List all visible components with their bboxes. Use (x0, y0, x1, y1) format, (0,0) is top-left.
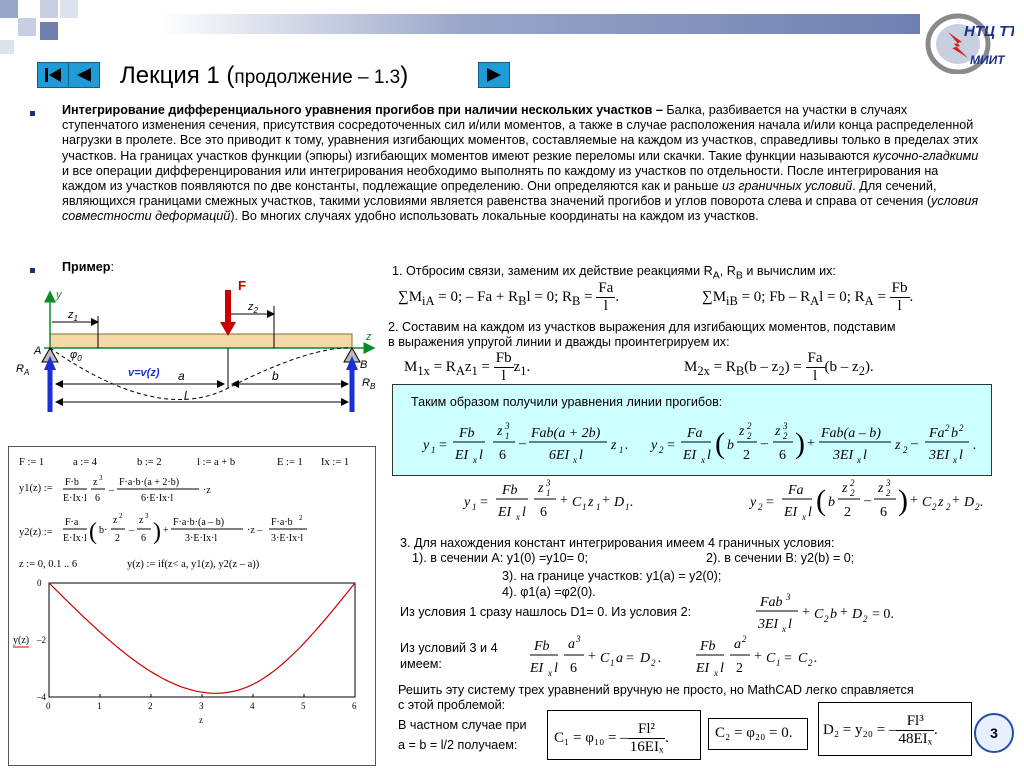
moment1-formula: $M_{1x} = R_Az_1$ = $\frac{Fb}{l}$ $z_1$. (404, 350, 531, 384)
svg-text:a: a (178, 369, 185, 383)
first-icon (43, 67, 63, 83)
svg-text:l: l (788, 617, 792, 632)
partial-case-line2: a = b = l/2 получаем: (398, 738, 518, 752)
svg-text:C: C (600, 651, 610, 666)
svg-text:z: z (878, 481, 884, 496)
svg-text:EI: EI (696, 661, 710, 676)
condition-4: 4). φ1(a) =φ2(0). (502, 585, 596, 599)
plot-ytick: –4 (37, 692, 46, 702)
svg-text:=: = (667, 438, 675, 453)
svg-text:=: = (626, 651, 634, 666)
solve-text-line2: с этой проблемой: (398, 698, 506, 712)
svg-text:x: x (953, 455, 957, 465)
example-label: Пример: (62, 260, 114, 274)
svg-text:3: 3 (576, 634, 581, 644)
svg-text:2: 2 (119, 512, 123, 520)
svg-text:D: D (852, 607, 863, 622)
svg-text:RB: $R_B$ (362, 377, 376, 391)
mc-yz-def: y(z) := if(z< a, y1(z), y2(z – a)) (127, 559, 260, 570)
svg-text:l: l (720, 661, 724, 676)
deco-square (40, 0, 58, 18)
next-icon (484, 67, 504, 83)
svg-text:Fab(a + 2b): Fab(a + 2b) (531, 426, 601, 441)
svg-text:EI: EI (455, 448, 469, 463)
svg-text:2: 2 (743, 448, 750, 463)
plot-ytick: –2 (37, 635, 46, 645)
svg-text:F: F (238, 278, 246, 293)
svg-text:1: 1 (431, 445, 436, 455)
mc-def-a: a := 4 (73, 457, 97, 468)
svg-text:y: y (464, 495, 471, 510)
svg-text:2: 2 (886, 488, 891, 498)
svg-text:1: 1 (625, 502, 630, 512)
svg-text:.: . (973, 438, 977, 453)
svg-text:C: C (572, 495, 582, 510)
svg-text:z: z (366, 331, 372, 343)
svg-text:x: x (548, 668, 552, 678)
svg-text:B: B (360, 359, 368, 371)
svg-text:2: 2 (975, 502, 980, 512)
svg-text:x: x (802, 512, 806, 522)
logo (918, 8, 1014, 74)
bullet (30, 111, 35, 116)
svg-text:): ) (898, 484, 908, 517)
svg-text:+: + (560, 493, 568, 508)
svg-text:6: 6 (141, 533, 146, 544)
svg-text:1: 1 (776, 658, 781, 668)
svg-text:z: z (538, 481, 544, 496)
svg-text:D: D (614, 495, 625, 510)
svg-text:E·Ix·l: E·Ix·l (63, 493, 87, 504)
svg-text:l: l (184, 389, 187, 403)
svg-text:C: C (814, 607, 824, 622)
svg-text:z: z (842, 481, 848, 496)
bullet (30, 268, 35, 273)
mc-def-E: E := 1 (277, 457, 303, 468)
svg-text:3: 3 (145, 512, 149, 520)
svg-text:2: 2 (863, 614, 868, 624)
svg-text:2: 2 (659, 445, 664, 455)
page-number-badge: 3 (974, 713, 1014, 753)
svg-text:l: l (863, 448, 867, 463)
svg-text:F·a: F·a (65, 517, 79, 528)
integrated-equations (462, 478, 1022, 526)
svg-text:3: 3 (99, 474, 103, 482)
svg-text:2: 2 (783, 431, 788, 441)
svg-text:F·a·b: F·a·b (271, 517, 293, 528)
svg-text:E·Ix·l: E·Ix·l (63, 533, 87, 544)
reaction-RB-formula: $\sum M_{iA} = 0$; – $Fa + R_Bl = 0$; $R_B$ = $\frac{Fa}{l}$ . (398, 280, 620, 314)
svg-text:2: 2 (844, 505, 851, 520)
svg-text:z: z (739, 424, 745, 439)
svg-text:6·E·Ix·l: 6·E·Ix·l (141, 493, 174, 504)
svg-text:+: + (588, 649, 596, 664)
condition-34-equations (528, 632, 848, 682)
condition-2-equation (752, 590, 922, 638)
svg-text:+: + (802, 605, 810, 620)
mc-range: z := 0, 0.1 .. 6 (19, 559, 78, 570)
svg-text:+: + (952, 493, 960, 508)
svg-text:EI: EI (498, 505, 512, 520)
plot-xtick: 0 (46, 701, 51, 711)
svg-text:2: 2 (115, 533, 120, 544)
beam-diagram (12, 276, 384, 416)
plot-xtick: 4 (250, 701, 255, 711)
svg-text:x: x (714, 668, 718, 678)
condition-34-line1: Из условий 3 и 4 (400, 641, 498, 655)
svg-text:2: 2 (747, 431, 752, 441)
svg-text:1: 1 (505, 431, 510, 441)
svg-text:l: l (479, 448, 483, 463)
plot-xtick: 3 (199, 701, 204, 711)
svg-text:C: C (798, 651, 808, 666)
step2-line2: в выражения упругой линии и дважды проинтегрируем их: (388, 335, 730, 349)
condition-2: 2). в сечении B: y2(b) = 0; (706, 551, 855, 565)
svg-text:3·E·Ix·l: 3·E·Ix·l (271, 533, 304, 544)
svg-text:–: – (129, 525, 134, 536)
svg-text:=: = (439, 438, 447, 453)
svg-text:b·: b· (99, 525, 108, 536)
next-slide-button[interactable] (478, 62, 510, 88)
svg-text:): ) (153, 519, 161, 545)
svg-text:+: + (163, 525, 169, 536)
svg-text:3: 3 (783, 421, 788, 431)
svg-text:.: . (630, 495, 634, 510)
deflection-result-box (392, 384, 992, 476)
svg-text:2: 2 (747, 421, 752, 431)
svg-text:2: 2 (824, 614, 829, 624)
svg-text:= 0.: = 0. (872, 607, 894, 622)
svg-text:D: D (640, 651, 651, 666)
svg-text:=: = (480, 495, 488, 510)
svg-text:.: . (658, 651, 662, 666)
svg-text:НТЦ ТТ: НТЦ ТТ (964, 23, 1014, 40)
svg-text:z1: $z_1$ (68, 309, 78, 323)
svg-text:2: 2 (742, 634, 747, 644)
svg-text:1: 1 (546, 488, 551, 498)
plot-ytick: 0 (37, 578, 42, 588)
svg-text:b: b (830, 607, 837, 622)
svg-text:+: + (840, 605, 848, 620)
svg-text:6EI: 6EI (549, 448, 570, 463)
svg-text:F·b: F·b (65, 477, 79, 488)
svg-text:6: 6 (880, 505, 887, 520)
svg-text:=: = (766, 495, 774, 510)
reaction-RA-formula: $\sum M_{iB} = 0$; $Fb - R_Al = 0$; $R_A$ = $\frac{Fb}{l}$ . (702, 280, 914, 314)
mathcad-plot (9, 573, 375, 763)
svg-text:F·a·b·(a + 2·b): F·a·b·(a + 2·b) (119, 477, 180, 488)
svg-text:b: b (951, 426, 958, 441)
page-title: Лекция 1 (продолжение – 1.3) (120, 62, 409, 89)
svg-text:+: + (602, 493, 610, 508)
svg-text:EI: EI (784, 505, 798, 520)
svg-text:2: 2 (946, 502, 951, 512)
svg-text:6: 6 (570, 661, 577, 676)
plot-ylabel: y(z) (13, 635, 30, 646)
svg-text:3EI: 3EI (833, 448, 854, 463)
svg-text:3: 3 (886, 478, 891, 488)
svg-text:b: b (727, 438, 734, 453)
svg-text:EI: EI (530, 661, 544, 676)
svg-text:x: x (701, 455, 705, 465)
svg-text:C: C (766, 651, 776, 666)
moment2-formula: $M_{2x} = R_B(b - z_2)$ = $\frac{Fa}{l}$ $(b - z_2)$. (684, 350, 874, 384)
svg-text:(: ( (89, 519, 97, 545)
svg-text:6: 6 (540, 505, 547, 520)
svg-text:y: y (750, 495, 757, 510)
svg-text:x: x (473, 455, 477, 465)
svg-text:1: 1 (596, 502, 601, 512)
svg-text:EI: EI (683, 448, 697, 463)
plot-xlabel: z (199, 715, 203, 725)
svg-text:3: 3 (505, 421, 510, 431)
svg-text:2: 2 (850, 478, 855, 488)
svg-text:–: – (109, 485, 114, 496)
svg-text:z: z (139, 515, 144, 526)
svg-text:x: x (857, 455, 861, 465)
svg-text:Fa: Fa (788, 483, 804, 498)
svg-text:F·a·b·(a – b): F·a·b·(a – b) (173, 517, 225, 528)
svg-text:): ) (795, 427, 805, 460)
svg-text:z: z (895, 438, 901, 453)
mathcad-panel (8, 446, 376, 766)
svg-text:A: A (34, 345, 42, 357)
step3-title: 3. Для нахождения констант интегрирования имеем 4 граничных условия: (400, 536, 835, 550)
svg-text:x: x (516, 512, 520, 522)
mc-def-Ix: Ix := 1 (321, 457, 350, 468)
svg-text:y: y (423, 438, 430, 453)
svg-text:b: b (828, 495, 835, 510)
svg-text:2: 2 (651, 658, 656, 668)
svg-text:Fab(a – b): Fab(a – b) (821, 426, 881, 441)
condition-3: 3). на границе участков: y1(a) = y2(0); (502, 569, 722, 583)
svg-text:2: 2 (850, 488, 855, 498)
solve-text-line1: Решить эту систему трех уравнений вручную не просто, но MathCAD легко справляется (398, 683, 914, 697)
svg-text:2: 2 (758, 502, 763, 512)
C1-result-box: C₁ = φ₁₀ = – $\frac{\text{Fl²}}{\text{16EIₓ}}$ . (547, 710, 701, 760)
svg-text:2: 2 (945, 423, 950, 433)
intro-paragraph: Интегрирование дифференциального уравнения прогибов при наличии нескольких участков – Балка, разбивается на участки в случаях ступенчатого изменения сечения, присутствия сосредоточенных сил и/или моментов, а также в случае расположения начала и/или конца распределенной нагрузки в пролете. Все это приводит к тому, уравнения изгибающих моментов, составляемые на каждом из участков, справедливы только в пределах этих участков. На границах участков функции (эпюры) изгибающих моментов имеют резкие переломы или скачки. Такие функции называются кусочно-гладкими и все операции дифференцирования или интегрирования необходимо выполнять по каждому из участков по отдельности. После интегрирования на каждом из участков появляются по две константы, подлежащие определению. Они определяются как и раньше из граничных условий. Для сечений, являющихся границами смежных участков, такими условиями является равенства значений прогибов и углов поворота слева и справа от сечения (условия совместности деформаций). Во многих случаях удобно использовать локальные координаты на каждом из участков. (62, 103, 979, 224)
C2-result-box: C₂ = φ₂₀ = 0. (708, 718, 808, 750)
plot-xtick: 2 (148, 701, 153, 711)
svg-text:МИИТ: МИИТ (970, 53, 1005, 67)
deco-square (60, 0, 78, 18)
cyan-box-title: Таким образом получили уравнения линии прогибов: (411, 395, 723, 409)
svg-text:3: 3 (786, 592, 791, 602)
svg-text:3EI: 3EI (758, 617, 779, 632)
svg-text:φ0: $\varphi_0$ (70, 349, 82, 363)
svg-text:x: x (573, 455, 577, 465)
header-banner (160, 14, 920, 34)
svg-text:z: z (497, 424, 503, 439)
svg-text:Fa: Fa (687, 426, 703, 441)
svg-text:z: z (938, 495, 944, 510)
svg-text:3EI: 3EI (929, 448, 950, 463)
mc-y2-label: y2(z) := (19, 527, 53, 538)
svg-text:z: z (113, 515, 118, 526)
svg-text:RA: $R_A$ (16, 363, 30, 377)
svg-text:Fb: Fb (459, 426, 475, 441)
svg-text:1: 1 (619, 445, 624, 455)
step1-text: 1. Отбросим связи, заменим их действие реакциями $R_A$, $R_B$ и вычислим их: (392, 264, 836, 282)
deco-square (18, 18, 36, 36)
svg-text:a: a (734, 637, 741, 652)
svg-text:l: l (959, 448, 963, 463)
svg-text:–: – (864, 493, 871, 508)
svg-text:2: 2 (808, 658, 813, 668)
svg-text:6: 6 (95, 493, 100, 504)
svg-text:6: 6 (499, 448, 506, 463)
svg-text:a: a (616, 651, 623, 666)
mc-def-l: l := a + b (197, 457, 236, 468)
prev-icon (74, 67, 94, 83)
svg-text:.: . (814, 651, 818, 666)
svg-text:y: y (56, 289, 62, 301)
svg-text:z2: $z_2$ (248, 301, 258, 315)
svg-text:2: 2 (903, 445, 908, 455)
svg-text:z: z (93, 477, 98, 488)
svg-text:a: a (568, 637, 575, 652)
deco-square (0, 40, 14, 54)
deco-square (0, 0, 18, 18)
svg-text:–: – (911, 436, 918, 451)
svg-text:z: z (611, 438, 617, 453)
svg-text:l: l (707, 448, 711, 463)
svg-text:v=v(z): v=v(z) (128, 367, 160, 379)
svg-text:3·E·Ix·l: 3·E·Ix·l (185, 533, 218, 544)
svg-text:2: 2 (959, 423, 964, 433)
mc-def-b: b := 2 (137, 457, 162, 468)
svg-text:Fb: Fb (534, 639, 550, 654)
svg-text:l: l (808, 505, 812, 520)
svg-text:·z: ·z (203, 485, 211, 496)
svg-text:(: ( (816, 484, 826, 517)
svg-text:2: 2 (736, 661, 743, 676)
deco-square (40, 22, 58, 40)
svg-text:.: . (980, 495, 984, 510)
mc-y1-label: y1(z) := (19, 483, 53, 494)
svg-text:(: ( (715, 427, 725, 460)
svg-text:l: l (554, 661, 558, 676)
D2-result-box: D₂ = y₂₀ = – $\frac{\text{Fl³}}{\text{48EIₓ}}$ . (818, 702, 972, 756)
svg-text:Fb: Fb (700, 639, 716, 654)
plot-xtick: 1 (97, 701, 102, 711)
partial-case-line1: В частном случае при (398, 718, 527, 732)
svg-text:D: D (964, 495, 975, 510)
plot-xtick: 5 (301, 701, 306, 711)
svg-text:z: z (588, 495, 594, 510)
svg-text:+: + (807, 436, 815, 451)
svg-text:l: l (522, 505, 526, 520)
svg-text:6: 6 (779, 448, 786, 463)
svg-text:l: l (579, 448, 583, 463)
svg-text:b: b (272, 369, 279, 383)
svg-text:2: 2 (299, 514, 303, 522)
svg-text:·z –: ·z – (247, 525, 263, 536)
first-slide-button[interactable] (37, 62, 69, 88)
condition-12-text: Из условия 1 сразу нашлось D1= 0. Из условия 2: (400, 605, 692, 619)
svg-text:–: – (761, 436, 768, 451)
svg-text:y: y (651, 438, 658, 453)
plot-xtick: 6 (352, 701, 357, 711)
svg-text:z: z (775, 424, 781, 439)
deflection-equations (393, 415, 989, 471)
svg-text:Fab: Fab (760, 595, 783, 610)
svg-text:Fb: Fb (502, 483, 518, 498)
svg-text:Fa: Fa (929, 426, 945, 441)
svg-text:x: x (782, 624, 786, 634)
step2-line1: 2. Составим на каждом из участков выражения для изгибающих моментов, подставим (388, 320, 896, 334)
svg-text:3: 3 (546, 478, 551, 488)
svg-text:1: 1 (582, 502, 587, 512)
svg-text:–: – (519, 436, 526, 451)
mc-def-F: F := 1 (19, 457, 45, 468)
svg-text:+: + (754, 649, 762, 664)
svg-text:1: 1 (610, 658, 615, 668)
svg-text:+: + (910, 493, 918, 508)
condition-1: 1). в сечении A: y1(0) =y10= 0; (412, 551, 588, 565)
svg-text:2: 2 (932, 502, 937, 512)
condition-34-line2: имеем: (400, 657, 442, 671)
svg-text:C: C (922, 495, 932, 510)
svg-text:=: = (784, 651, 792, 666)
svg-text:.: . (625, 438, 629, 453)
svg-text:1: 1 (472, 502, 477, 512)
prev-slide-button[interactable] (68, 62, 100, 88)
